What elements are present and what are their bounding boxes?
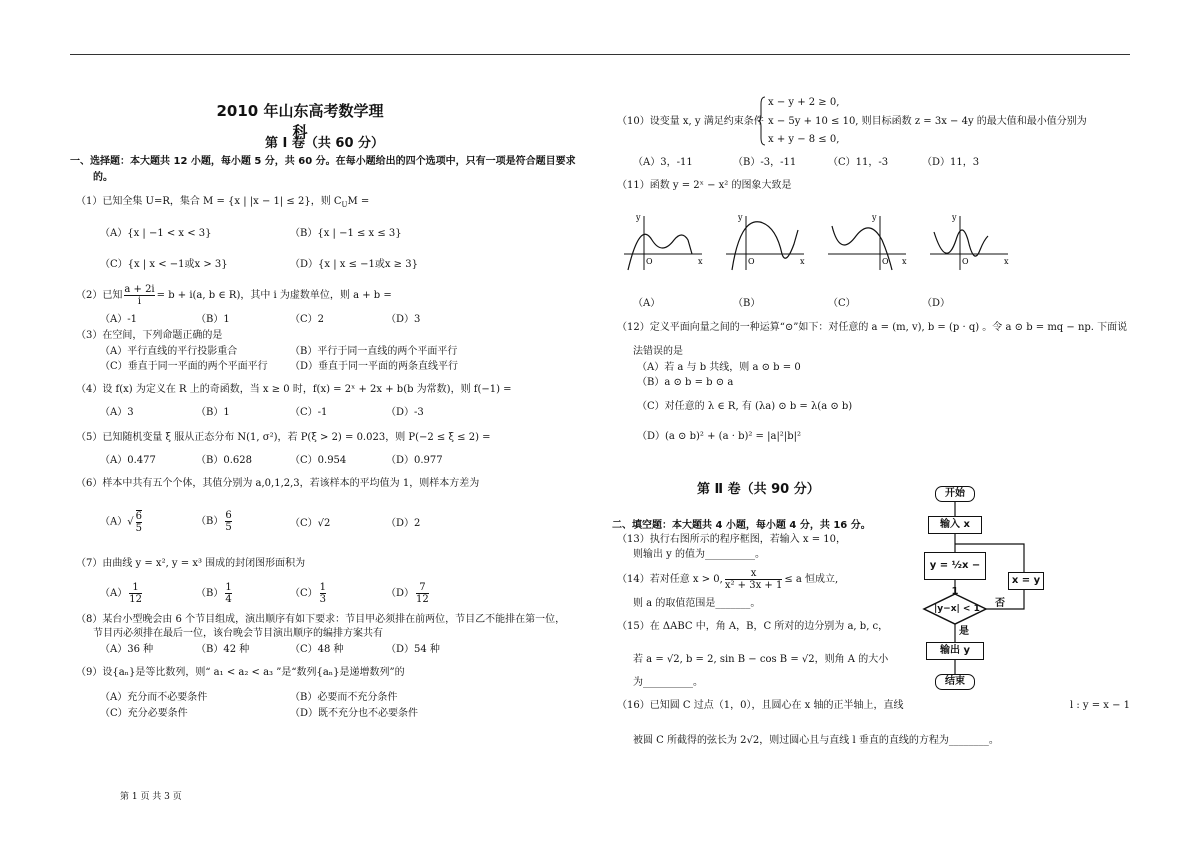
- q15-stem-cont2: 为__________。: [633, 677, 703, 688]
- q11-option-d: （D）: [922, 298, 951, 309]
- q10-stem: （10）设变量 x, y 满足约束条件: [617, 116, 764, 127]
- q10-constraint-3: x + y − 8 ≤ 0,: [768, 134, 840, 145]
- q12-stem-cont: 法错误的是: [633, 346, 683, 357]
- q7-option-b: （B） $\frac{1}{4}$: [196, 582, 232, 605]
- page-title: 2010 年山东高考数学理科: [216, 102, 384, 141]
- q9-stem: （9）设{aₙ}是等比数列，则“ a₁ < a₂ < a₃ ”是“数列{aₙ}是递增数列”的: [76, 667, 405, 678]
- q12-option-a: （A）若 a 与 b 共线，则 a ⊙ b = 0: [637, 362, 801, 373]
- q15-stem-cont: 若 a = √2, b = 2, sin B − cos B = √2，则角 A 的大小: [633, 654, 889, 665]
- q2-option-b: （B）1: [196, 314, 230, 325]
- flowchart-input: 输入 x: [928, 516, 982, 534]
- q13-stem-cont: 则输出 y 的值为__________。: [633, 549, 766, 560]
- q7-option-d: （D） $\frac{7}{12}$: [386, 582, 429, 605]
- q11-b-y-label: y: [738, 213, 743, 222]
- q11-graph-d: [928, 210, 1012, 272]
- q7-stem: （7）由曲线 y = x², y = x³ 围成的封闭图形面积为: [76, 558, 306, 569]
- q11-a-origin: O: [646, 257, 653, 266]
- q3-option-b: （B）平行于同一直线的两个平面平行: [290, 346, 458, 357]
- q10-constraint-2: x − 5y + 10 ≤ 10, 则目标函数 z = 3x − 4y 的最大值和最小值分别为: [768, 116, 1087, 127]
- section1-heading: 一、选择题：本大题共 12 小题，每小题 5 分，共 60 分。在每小题给出的四个选项中，只有一项是符合题目要求: [70, 156, 576, 167]
- q11-option-b: （B）: [733, 298, 761, 309]
- q10-option-d: （D）11，3: [922, 157, 980, 168]
- q4-option-b: （B）1: [196, 407, 230, 418]
- q12-option-c: （C）对任意的 λ ∈ R, 有 (λa) ⊙ b = λ(a ⊙ b): [637, 401, 853, 412]
- q11-stem: （11）函数 y = 2ˣ − x² 的图象大致是: [617, 180, 792, 191]
- flowchart-condition: |y−x| < 1: [934, 604, 980, 614]
- q2-stem: （2）已知 $\frac{a + 2i}{i}$ = b + i(a, b ∈ R)，其中 i 为虚数单位，则 a + b =: [76, 284, 392, 307]
- q5-option-c: （C）0.954: [290, 455, 347, 466]
- section1-heading-cont: 的。: [93, 172, 113, 183]
- q11-a-x-label: x: [698, 257, 703, 266]
- q11-d-x-label: x: [1004, 257, 1009, 266]
- q16-stem: （16）已知圆 C 过点（1，0），且圆心在 x 轴的正半轴上，直线: [617, 700, 904, 711]
- flowchart-update: x = y: [1008, 572, 1044, 590]
- flowchart-assign: y = ½x − 1: [924, 552, 986, 580]
- q8-stem-cont: 节目丙必须排在最后一位，该台晚会节目演出顺序的编排方案共有: [93, 628, 383, 639]
- q6-option-b: （B） $\frac{6}{5}$: [196, 510, 232, 533]
- q11-d-origin: O: [962, 257, 969, 266]
- flowchart-end: 结束: [935, 674, 975, 690]
- flowchart-output: 输出 y: [926, 642, 984, 660]
- q6-option-d: （D）2: [386, 518, 421, 529]
- header-rule: [70, 54, 1130, 55]
- q14-stem: （14）若对任意 x > 0, $\frac{x}{\text{x² + 3x + 1}}$ ≤ a 恒成立,: [617, 568, 839, 591]
- q11-option-c: （C）: [828, 298, 856, 309]
- section2-heading: 二、填空题：本大题共 4 小题，每小题 4 分，共 16 分。: [612, 520, 871, 531]
- q4-option-c: （C）-1: [290, 407, 328, 418]
- q4-option-d: （D）-3: [386, 407, 424, 418]
- q11-option-a: （A）: [633, 298, 661, 309]
- q8-option-d: （D）54 种: [386, 644, 440, 655]
- q11-c-y-label: y: [872, 213, 877, 222]
- q1-option-a: （A）{x | −1 < x < 3}: [100, 228, 212, 239]
- q10-option-b: （B）-3，-11: [733, 157, 797, 168]
- page-footer: 第 1 页 共 3 页: [120, 792, 182, 802]
- q11-d-y-label: y: [952, 213, 957, 222]
- q11-graph-a: [622, 210, 706, 272]
- q8-option-b: （B）42 种: [196, 644, 250, 655]
- q8-option-a: （A）36 种: [100, 644, 154, 655]
- q11-graph-c: [826, 210, 910, 272]
- q3-option-c: （C）垂直于同一平面的两个平面平行: [100, 361, 268, 372]
- q7-option-c: （C） $\frac{1}{3}$: [290, 582, 327, 605]
- q2-option-c: （C）2: [290, 314, 325, 325]
- q1-option-c: （C）{x | x < −1或x > 3}: [100, 259, 228, 270]
- q5-option-d: （D）0.977: [386, 455, 443, 466]
- q10-constraint-1: x − y + 2 ≥ 0,: [768, 97, 840, 108]
- q2-option-a: （A）-1: [100, 314, 137, 325]
- q9-option-d: （D）既不充分也不必要条件: [290, 708, 419, 719]
- q5-option-a: （A）0.477: [100, 455, 156, 466]
- flowchart-start: 开始: [935, 486, 975, 502]
- q10-option-a: （A）3，-11: [633, 157, 693, 168]
- q13-stem: （13）执行右图所示的程序框图，若输入 x = 10，: [617, 534, 847, 545]
- q11-b-x-label: x: [800, 257, 805, 266]
- q9-option-b: （B）必要而不充分条件: [290, 692, 398, 703]
- q1-stem: （1）已知全集 U=R，集合 M = {x | |x − 1| ≤ 2}，则 $C_UM$ =: [76, 196, 370, 209]
- q9-option-a: （A）充分而不必要条件: [100, 692, 208, 703]
- q12-option-b: （B）a ⊙ b = b ⊙ a: [637, 377, 734, 388]
- q3-option-d: （D）垂直于同一平面的两条直线平行: [290, 361, 459, 372]
- q14-stem-cont: 则 a 的取值范围是_______。: [633, 598, 761, 609]
- q8-option-c: （C）48 种: [290, 644, 344, 655]
- q10-option-c: （C）11，-3: [828, 157, 889, 168]
- q4-stem: （4）设 f(x) 为定义在 R 上的奇函数，当 x ≥ 0 时，f(x) = 2ˣ + 2x + b(b 为常数)，则 f(−1) =: [76, 384, 512, 395]
- q16-line: l : y = x − 1: [1070, 700, 1131, 711]
- q10-brace: [758, 96, 766, 146]
- q11-a-y-label: y: [636, 213, 641, 222]
- q11-c-x-label: x: [902, 257, 907, 266]
- q5-option-b: （B）0.628: [196, 455, 252, 466]
- q15-stem: （15）在 ΔABC 中，角 A，B，C 所对的边分别为 a, b, c，: [617, 621, 889, 632]
- q5-stem: （5）已知随机变量 ξ 服从正态分布 N(1, σ²)，若 P(ξ > 2) = 0.023，则 P(−2 ≤ ξ ≤ 2) =: [76, 432, 491, 443]
- q3-stem: （3）在空间，下列命题正确的是: [76, 330, 223, 341]
- flowchart-no: 否: [995, 598, 1005, 609]
- q12-option-d: （D）(a ⊙ b)² + (a · b)² = |a|²|b|²: [637, 431, 801, 442]
- q11-graph-b: [724, 210, 808, 272]
- q16-stem-cont: 被圆 C 所截得的弦长为 2√2，则过圆心且与直线 l 垂直的直线的方程为________。: [633, 735, 999, 746]
- q11-c-origin: O: [882, 257, 889, 266]
- part1-heading: 第 Ⅰ 卷（共 60 分）: [265, 136, 385, 151]
- q2-option-d: （D）3: [386, 314, 421, 325]
- q7-option-a: （A） $\frac{1}{12}$: [100, 582, 142, 605]
- q6-stem: （6）样本中共有五个个体，其值分别为 a,0,1,2,3，若该样本的平均值为 1，则样本方差为: [76, 478, 480, 489]
- flowchart-yes: 是: [959, 626, 969, 637]
- q8-stem: （8）某台小型晚会由 6 个节目组成，演出顺序有如下要求：节目甲必须排在前两位，节目乙不能排在第一位，: [76, 614, 566, 625]
- part2-heading: 第 Ⅱ 卷（共 90 分）: [697, 482, 820, 497]
- q11-b-origin: O: [748, 257, 755, 266]
- q4-option-a: （A）3: [100, 407, 134, 418]
- q12-stem: （12）定义平面向量之间的一种运算“⊙”如下：对任意的 a = (m, v), b = (p · q) 。令 a ⊙ b = mq − np. 下面说: [617, 322, 1128, 333]
- q6-option-a: （A）√ $\frac{6}{5}$: [100, 511, 142, 534]
- q1-option-d: （D）{x | x ≤ −1或x ≥ 3}: [290, 259, 418, 270]
- q1-option-b: （B）{x | −1 ≤ x ≤ 3}: [290, 228, 402, 239]
- q6-option-c: （C）√2: [290, 518, 331, 529]
- q3-option-a: （A）平行直线的平行投影重合: [100, 346, 238, 357]
- q9-option-c: （C）充分必要条件: [100, 708, 188, 719]
